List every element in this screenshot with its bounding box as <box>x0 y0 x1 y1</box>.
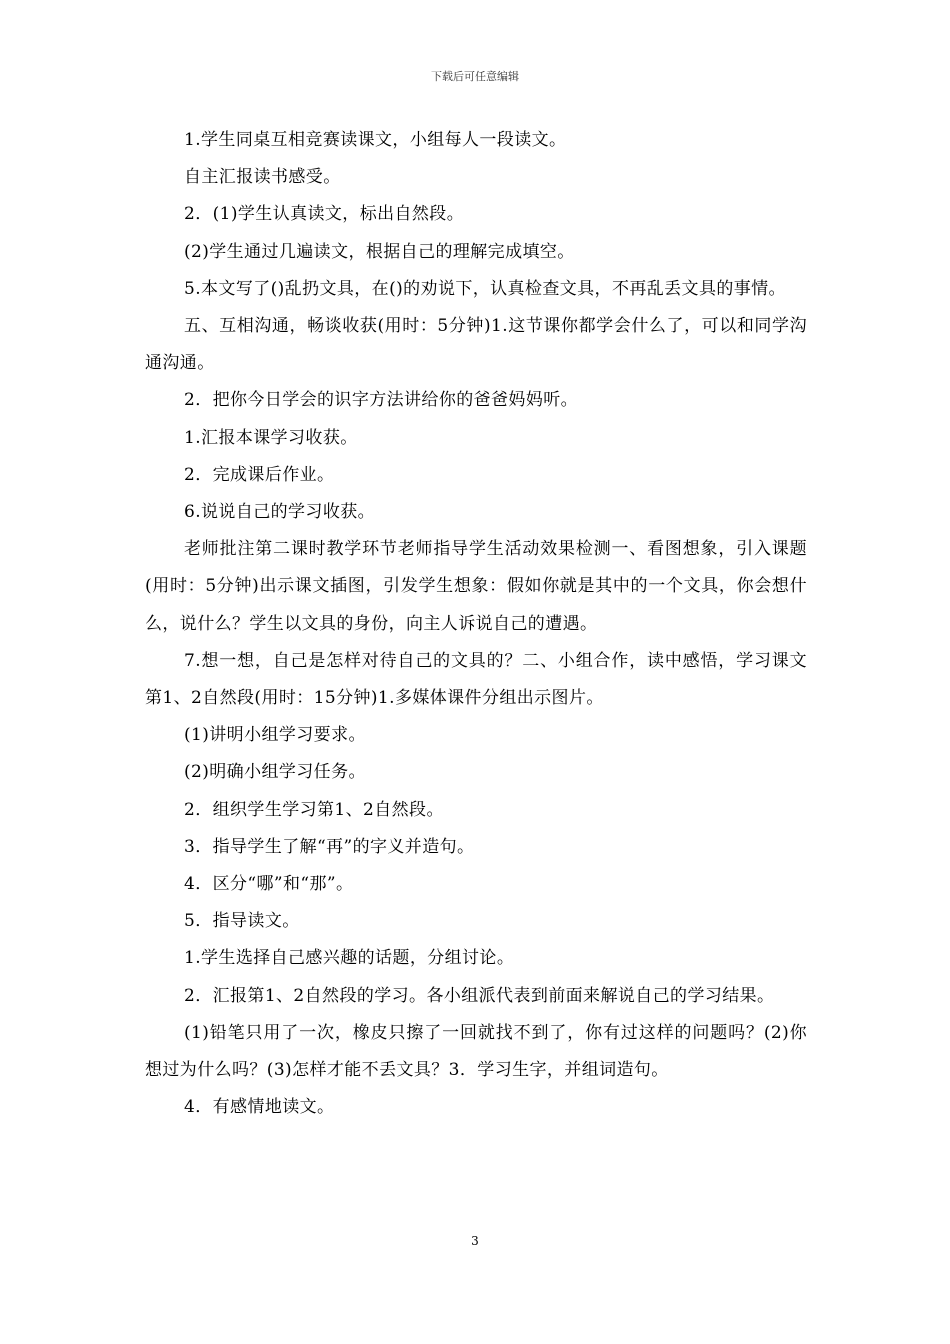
document-body <box>145 122 807 1126</box>
paragraph: 4．有感情地读文。 <box>184 1097 335 1118</box>
paragraph: 2．组织学生学习第1、2自然段。 <box>184 799 444 820</box>
paragraph: 1.学生选择自己感兴趣的话题，分组讨论。 <box>184 948 515 969</box>
paragraph: 2．汇报第1、2自然段的学习。各小组派代表到前面来解说自己的学习结果。 <box>184 985 775 1006</box>
paragraph: 自主汇报读书感受。 <box>184 167 341 188</box>
page-header-note: 下载后可任意编辑 <box>431 70 519 83</box>
paragraph: 2．把你今日学会的识字方法讲给你的爸爸妈妈听。 <box>184 390 579 411</box>
paragraph: 2．(1)学生认真读文，标出自然段。 <box>184 204 465 225</box>
paragraph: 1.汇报本课学习收获。 <box>184 427 358 448</box>
paragraph: (2)明确小组学习任务。 <box>184 762 366 783</box>
paragraph: 五、互相沟通，畅谈收获(用时：5分钟)1.这节课你都学会什么了，可以和同学沟通沟通。 <box>145 316 807 374</box>
paragraph: 6.说说自己的学习收获。 <box>184 502 376 523</box>
paragraph: 1.学生同桌互相竞赛读课文，小组每人一段读文。 <box>184 130 567 150</box>
paragraph: (2)学生通过几遍读文，根据自己的理解完成填空。 <box>184 241 575 262</box>
paragraph: 5.本文写了()乱扔文具，在()的劝说下，认真检查文具，不再乱丢文具的事情。 <box>184 278 786 299</box>
paragraph: 2．完成课后作业。 <box>184 464 335 485</box>
paragraph: 5．指导读文。 <box>184 911 300 932</box>
paragraph: 4．区分“哪”和“那”。 <box>184 874 354 895</box>
paragraph: (1)铅笔只用了一次，橡皮只擦了一回就找不到了，你有过这样的问题吗？(2)你想过为什么吗？(3)怎样才能不丢文具？3．学习生字，并组词造句。 <box>145 1022 807 1081</box>
paragraph: 老师批注第二课时教学环节老师指导学生活动效果检测一、看图想象，引入课题(用时：5分钟)出示课文插图，引发学生想象：假如你就是其中的一个文具，你会想什么，说什么？学生以文具的身份，向主人诉说自己的遭遇。 <box>145 539 807 634</box>
paragraph: 3．指导学生了解“再”的字义并造句。 <box>184 836 475 857</box>
paragraph: (1)讲明小组学习要求。 <box>184 725 366 746</box>
page-number: 3 <box>471 1234 479 1248</box>
paragraph: 7.想一想，自己是怎样对待自己的文具的？二、小组合作，读中感悟，学习课文第1、2自然段(用时：15分钟)1.多媒体课件分组出示图片。 <box>145 650 807 709</box>
